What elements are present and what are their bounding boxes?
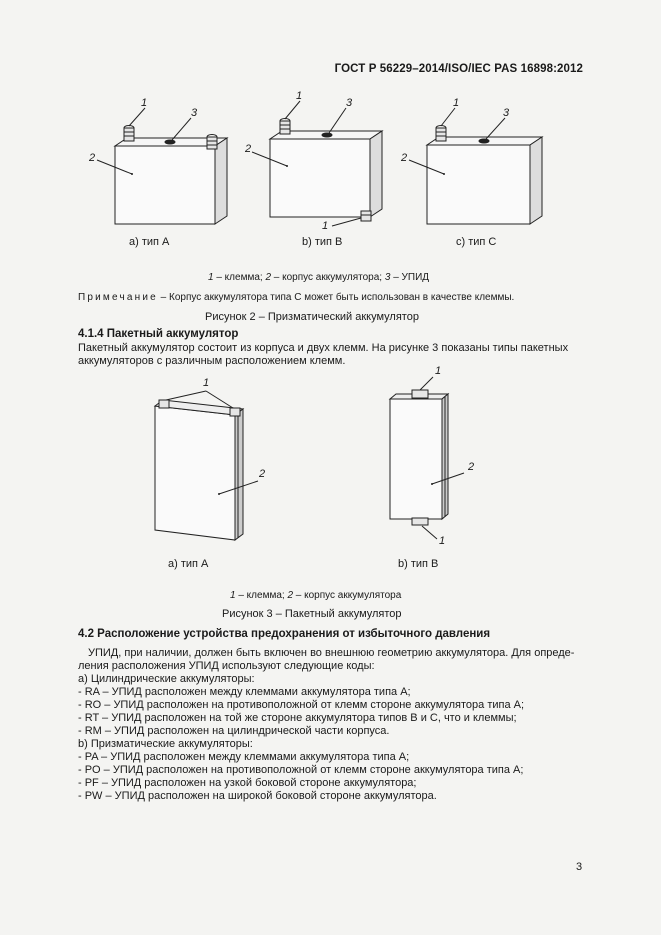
type-label-b: b) тип В	[398, 558, 439, 570]
callout-3: 3	[503, 107, 510, 119]
body-line: - RT – УПИД расположен на той же стороне аккумулятора типов B и C, что и клеммы;	[78, 712, 517, 724]
body-line: а) Цилиндрические аккумуляторы:	[78, 673, 255, 685]
figure2-caption: Рисунок 2 – Призматический аккумулятор	[205, 311, 419, 323]
callout-1: 1	[439, 535, 446, 547]
type-label-a: a) тип A	[129, 236, 170, 248]
callout-2: 2	[89, 152, 96, 164]
prismatic-cell-type-b	[252, 101, 382, 226]
type-label-c: c) тип C	[456, 236, 497, 248]
body-line: - RM – УПИД расположен на цилиндрической части корпуса.	[78, 725, 390, 737]
callout-3: 3	[191, 107, 198, 119]
pouch-cell-type-b	[390, 377, 464, 539]
page-number: 3	[576, 861, 583, 873]
callout-3: 3	[346, 97, 353, 109]
figure3-legend: 1 – клемма; 2 – корпус аккумулятора	[230, 590, 402, 601]
body-line: - RO – УПИД расположен на противоположной от клемм стороне аккумулятора типа A;	[78, 699, 525, 711]
callout-1: 1	[296, 90, 303, 102]
callout-1: 1	[453, 97, 460, 109]
callout-1: 1	[203, 377, 210, 389]
pouch-cell-type-a	[155, 391, 258, 540]
callout-1: 1	[141, 97, 148, 109]
type-label-b: b) тип B	[302, 236, 343, 248]
callout-2: 2	[245, 143, 252, 155]
section-heading-414: 4.1.4 Пакетный аккумулятор	[78, 328, 239, 340]
body-line: b) Призматические аккумуляторы:	[78, 738, 253, 750]
callout-2: 2	[259, 468, 266, 480]
callout-2: 2	[401, 152, 408, 164]
figure2-legend: 1 – клемма; 2 – корпус аккумулятора; 3 – УПИД	[208, 272, 430, 283]
type-label-a: а) тип А	[168, 558, 209, 570]
body-line: - PA – УПИД расположен между клеммами аккумулятора типа A;	[78, 751, 410, 763]
section-414-paragraph-line: аккумуляторов с различным расположением клемм.	[78, 355, 346, 367]
prismatic-cell-type-a	[97, 108, 227, 224]
callout-2: 2	[468, 461, 475, 473]
body-line: - PW – УПИД расположен на широкой боковой стороне аккумулятора.	[78, 790, 437, 802]
document-header: ГОСТ Р 56229–2014/ISO/IEC PAS 16898:2012	[334, 63, 583, 75]
body-line: - RA – УПИД расположен между клеммами аккумулятора типа A;	[78, 686, 411, 698]
body-line: - PO – УПИД расположен на противоположной от клемм стороне аккумулятора типа A;	[78, 764, 524, 776]
body-line: - PF – УПИД расположен на узкой боковой стороне аккумулятора;	[78, 777, 417, 789]
prismatic-cell-type-c	[409, 108, 542, 224]
callout-1: 1	[435, 365, 442, 377]
body-line: ления расположения УПИД используют следующие коды:	[78, 660, 375, 672]
figure2-note: Примечание – Корпус аккумулятора типа С может быть использован в качестве клеммы.	[78, 292, 515, 303]
section-heading-42: 4.2 Расположение устройства предохранения от избыточного давления	[78, 628, 491, 640]
callout-1: 1	[322, 220, 329, 232]
body-line: УПИД, при наличии, должен быть включен во внешнюю геометрию аккумулятора. Для опреде-	[88, 647, 575, 659]
section-414-paragraph-line: Пакетный аккумулятор состоит из корпуса и двух клемм. На рисунке 3 показаны типы пакетных	[78, 342, 569, 354]
figure3-caption: Рисунок 3 – Пакетный аккумулятор	[222, 608, 402, 620]
